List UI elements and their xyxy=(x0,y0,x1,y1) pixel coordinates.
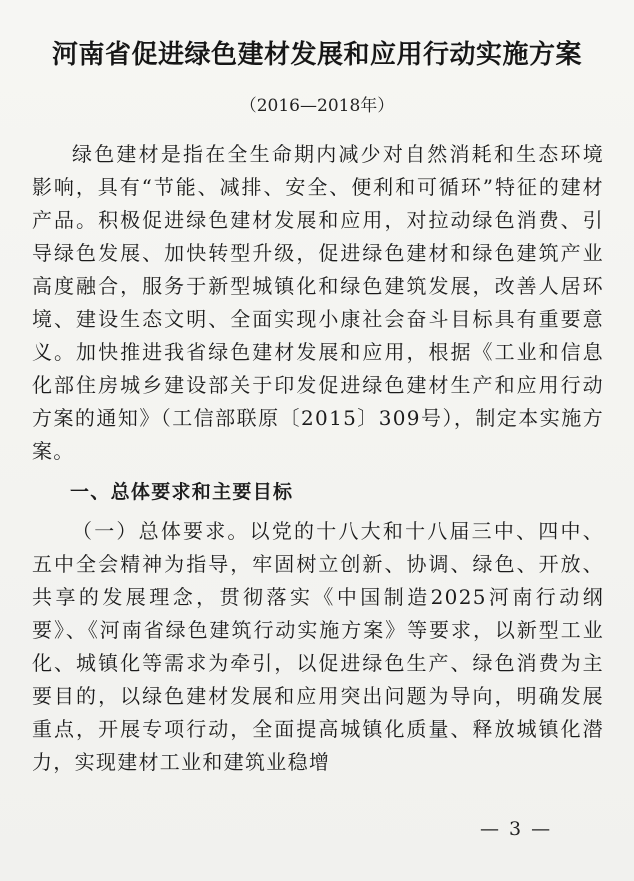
document-subtitle: （2016—2018年） xyxy=(239,96,395,116)
intro-paragraph: 绿色建材是指在全生命期内减少对自然消耗和生态环境影响，具有“节能、减排、安全、便利和可循环”特征的建材产品。积极促进绿色建材发展和应用，对拉动绿色消费、引导绿色发展、加快转型升级，促进绿色建材和绿色建筑产业高度融合，服务于新型城镇化和绿色建筑发展，改善人居环境、建设生态文明、全面实现小康社会奋斗目标具有重要意义。加快推进我省绿色建材发展和应用，根据《工业和信息化部住房城乡建设部关于印发促进绿色建材生产和应用行动方案的通知》（工信部联原〔2015〕309号），制定本实施方案。 xyxy=(32,142,604,463)
document-body xyxy=(32,138,604,779)
document-title: 河南省促进绿色建材发展和应用行动实施方案 xyxy=(51,40,582,70)
page-number: — 3 — xyxy=(480,818,553,840)
section-heading: 一、总体要求和主要目标 xyxy=(70,481,294,503)
section-paragraph: （一）总体要求。以党的十八大和十八届三中、四中、五中全会精神为指导，牢固树立创新、协调、绿色、开放、共享的发展理念，贯彻落实《中国制造2025河南行动纲要》、《河南省绿色建筑行动实施方案》等要求，以新型工业化、城镇化等需求为牵引，以促进绿色生产、绿色消费为主要目的，以绿色建材发展和应用突出问题为导向，明确发展重点，开展专项行动，全面提高城镇化质量、释放城镇化潜力，实现建材工业和建筑业稳增 xyxy=(32,519,604,774)
